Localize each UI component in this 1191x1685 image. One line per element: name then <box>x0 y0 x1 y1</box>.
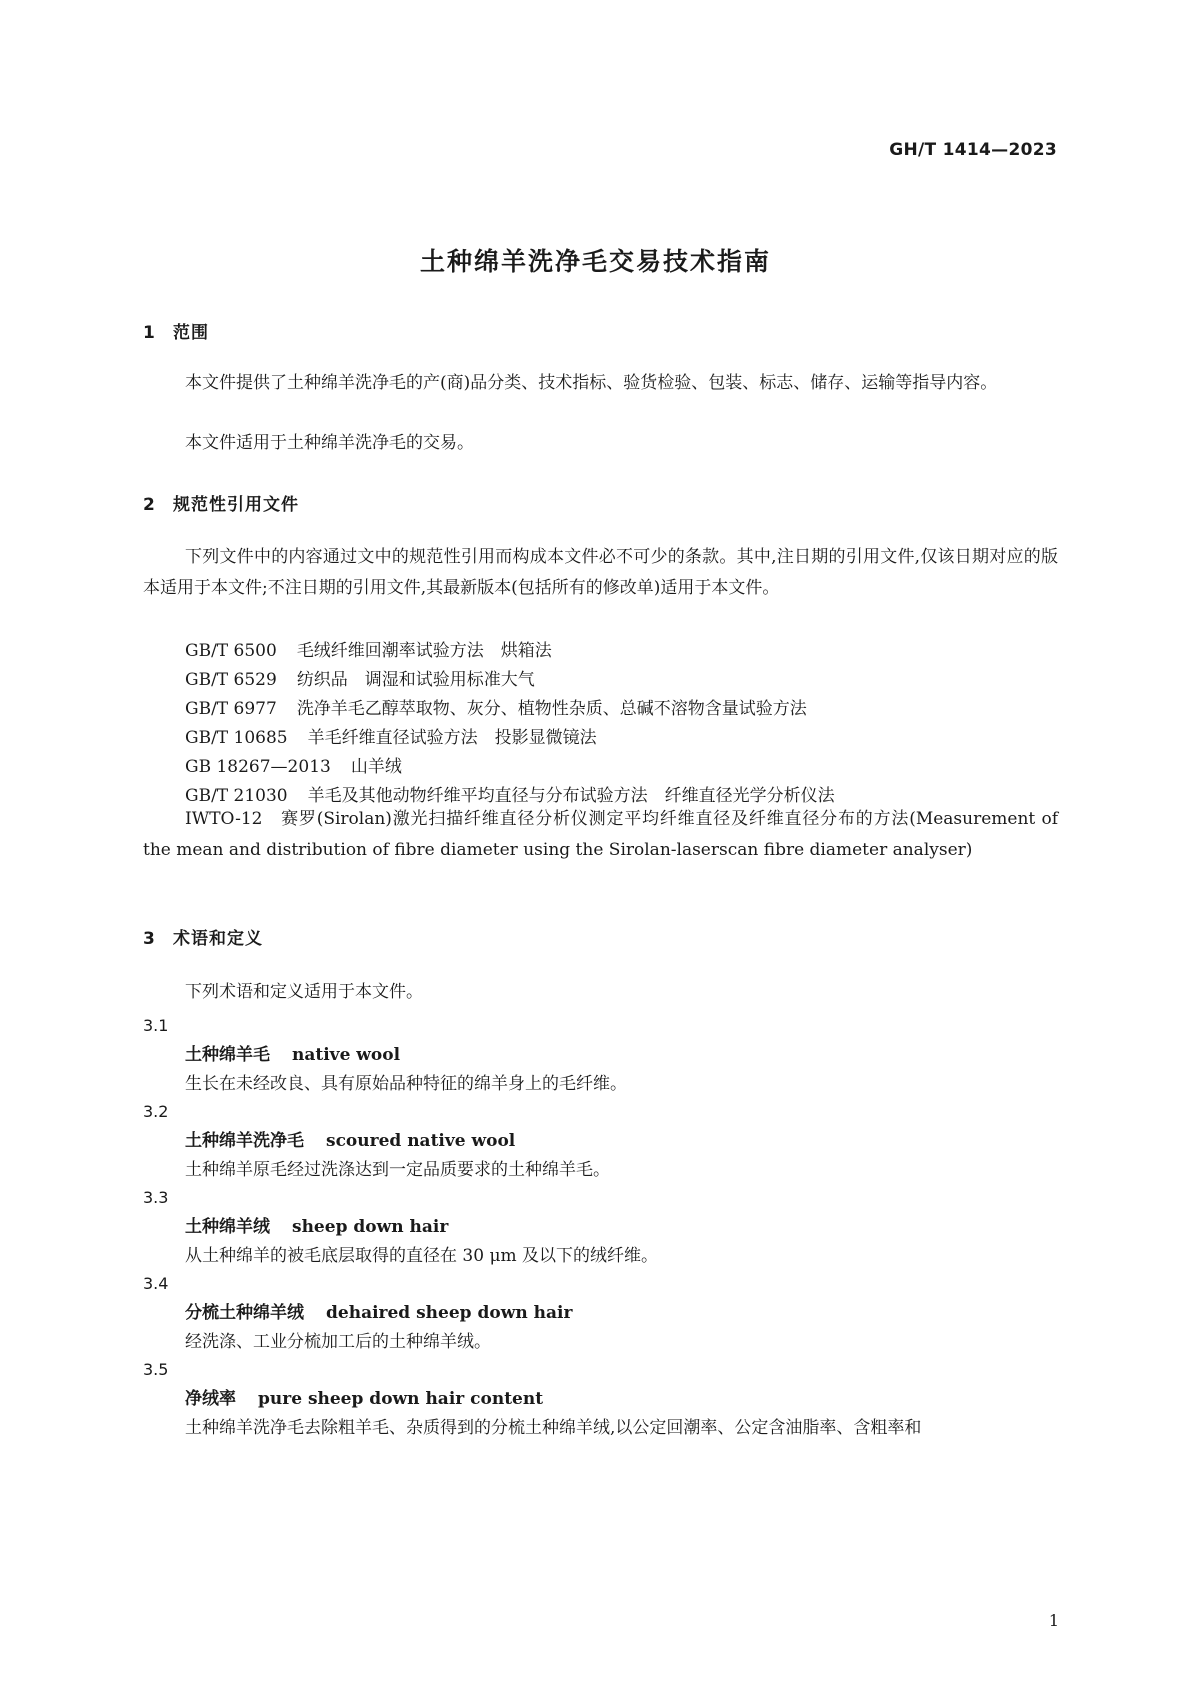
section-title: 范围 <box>173 323 209 343</box>
term-en: dehaired sheep down hair <box>326 1303 573 1323</box>
reference-iwto: IWTO-12 赛罗(Sirolan)激光扫描纤维直径分析仪测定平均纤维直径及纤维直径分布的方法(Measurement of the mean and distribution of fibre diameter using the Sirolan-laserscan fibre diameter analyser) <box>143 809 1058 860</box>
reference-item <box>185 694 807 719</box>
term-title <box>185 1212 448 1237</box>
term-definition: 生长在未经改良、具有原始品种特征的绵羊身上的毛纤维。 <box>185 1074 627 1094</box>
term-definition: 土种绵羊原毛经过洗涤达到一定品质要求的土种绵羊毛。 <box>185 1160 610 1180</box>
term-en: scoured native wool <box>326 1131 516 1151</box>
term-en: pure sheep down hair content <box>258 1389 544 1409</box>
reference-item <box>185 636 552 661</box>
reference-code: GB 18267—2013 <box>185 757 331 777</box>
section-number: 2 <box>143 495 156 515</box>
scope-paragraph-1: 本文件提供了土种绵羊洗净毛的产(商)品分类、技术指标、验货检验、包装、标志、储存、运输等指导内容。 <box>185 373 998 393</box>
term-zh: 土种绵羊洗净毛 <box>185 1131 304 1151</box>
page-number: 1 <box>1048 1611 1059 1630</box>
reference-title: 毛绒纤维回潮率试验方法 烘箱法 <box>296 641 552 661</box>
term-number: 3.2 <box>143 1102 169 1121</box>
term-title <box>185 1298 572 1323</box>
term-title <box>185 1384 543 1409</box>
reference-title: 羊毛及其他动物纤维平均直径与分布试验方法 纤维直径光学分析仪法 <box>307 786 835 806</box>
term-number: 3.1 <box>143 1016 169 1035</box>
term-zh: 净绒率 <box>185 1389 236 1409</box>
term-zh: 分梳土种绵羊绒 <box>185 1303 304 1323</box>
reference-item <box>185 781 835 806</box>
reference-title: 羊毛纤维直径试验方法 投影显微镜法 <box>307 728 597 748</box>
term-title <box>185 1040 400 1065</box>
section-title: 术语和定义 <box>173 929 263 949</box>
term-number: 3.3 <box>143 1188 169 1207</box>
term-en: native wool <box>292 1045 401 1065</box>
reference-item <box>185 752 402 777</box>
section-title: 规范性引用文件 <box>173 495 299 515</box>
reference-item <box>185 723 597 748</box>
standard-code: GH/T 1414—2023 <box>889 140 1057 160</box>
terms-intro: 下列术语和定义适用于本文件。 <box>185 982 423 1002</box>
reference-title: 纺织品 调湿和试验用标准大气 <box>296 670 535 690</box>
term-title <box>185 1126 515 1151</box>
reference-code: GB/T 10685 <box>185 728 288 748</box>
scope-paragraph-2: 本文件适用于土种绵羊洗净毛的交易。 <box>185 433 474 453</box>
term-zh: 土种绵羊毛 <box>185 1045 270 1065</box>
document-title: 土种绵羊洗净毛交易技术指南 <box>419 247 771 276</box>
reference-code: GB/T 6977 <box>185 699 277 719</box>
term-definition: 从土种绵羊的被毛底层取得的直径在 30 μm 及以下的绒纤维。 <box>185 1246 659 1266</box>
term-definition: 经洗涤、工业分梳加工后的土种绵羊绒。 <box>185 1332 491 1352</box>
section-1-heading <box>143 318 209 343</box>
term-number: 3.5 <box>143 1360 169 1379</box>
section-number: 1 <box>143 323 156 343</box>
reference-item <box>185 665 535 690</box>
references-intro: 下列文件中的内容通过文中的规范性引用而构成本文件必不可少的条款。其中,注日期的引用文件,仅该日期对应的版本适用于本文件;不注日期的引用文件,其最新版本(包括所有的修改单)适用于本文件。 <box>143 547 1058 598</box>
section-2-heading <box>143 490 299 515</box>
term-en: sheep down hair <box>292 1217 449 1237</box>
term-zh: 土种绵羊绒 <box>185 1217 270 1237</box>
reference-title: 洗净羊毛乙醇萃取物、灰分、植物性杂质、总碱不溶物含量试验方法 <box>296 699 807 719</box>
term-definition: 土种绵羊洗净毛去除粗羊毛、杂质得到的分梳土种绵羊绒,以公定回潮率、公定含油脂率、含粗率和 <box>185 1418 922 1438</box>
reference-code: GB/T 6529 <box>185 670 277 690</box>
section-number: 3 <box>143 929 156 949</box>
reference-code: GB/T 6500 <box>185 641 277 661</box>
section-3-heading <box>143 924 263 949</box>
reference-title: 山羊绒 <box>350 757 402 777</box>
reference-code: GB/T 21030 <box>185 786 288 806</box>
term-number: 3.4 <box>143 1274 169 1293</box>
